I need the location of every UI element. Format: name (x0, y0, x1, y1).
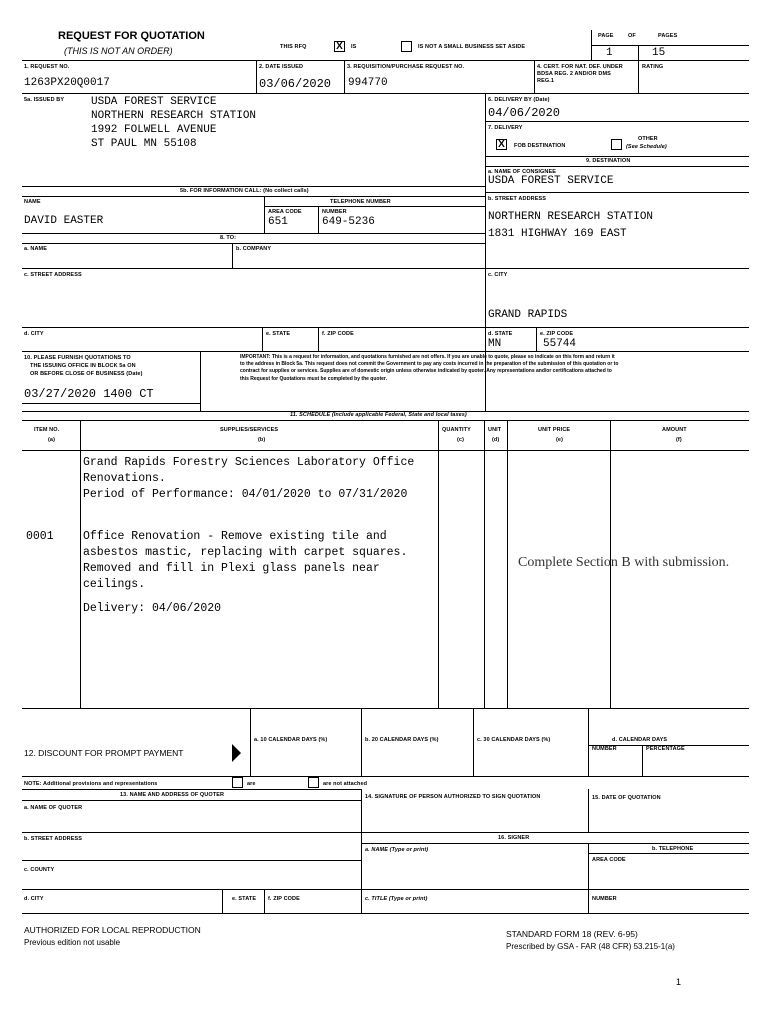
dest-city-label: c. CITY (488, 272, 508, 278)
discount-10-label: a. 10 CALENDAR DAYS (%) (254, 737, 328, 743)
col-price-header: UNIT PRICE (538, 427, 571, 433)
info-call-label (180, 189, 309, 195)
deliver-by-value[interactable]: 04/06/2020 (488, 106, 561, 120)
issued-by-line-1: USDA FOREST SERVICE (91, 96, 217, 108)
fob-destination-checkbox[interactable]: X (496, 139, 507, 150)
rating-label: RATING (642, 64, 664, 70)
issued-by-line-3: 1992 FOLWELL AVENUE (91, 124, 217, 136)
to-name-label: a. NAME (24, 246, 48, 252)
quoter-name-label: a. NAME OF QUOTER (24, 805, 83, 811)
request-no-value[interactable]: 1263PX20Q0017 (24, 77, 110, 89)
is-not-small-business-label: IS NOT A SMALL BUSINESS SET ASIDE (418, 44, 526, 50)
date-issued-value[interactable]: 03/06/2020 (259, 77, 332, 91)
page-label: PAGE (598, 33, 614, 39)
dest-zip-label: e. ZIP CODE (540, 331, 574, 337)
request-no-label: 1. REQUEST NO. (24, 64, 70, 70)
page-number: 1 (676, 977, 682, 987)
col-unit-sub: (d) (492, 437, 500, 443)
signer-title-label: c. TITLE (Type or print) (365, 896, 428, 902)
col-item-sub: (a) (48, 437, 56, 443)
signer-name-label: a. NAME (Type or print) (365, 847, 429, 853)
info-call-label-text: 5b. FOR INFORMATION CALL: (No collect calls) (180, 188, 309, 194)
telephone-label: TELEPHONE NUMBER (330, 199, 391, 205)
section-b-note: Complete Section B with submission. (518, 555, 730, 570)
to-company-label: b. COMPANY (236, 246, 272, 252)
quote-due-label-1: 10. PLEASE FURNISH QUOTATIONS TO (24, 355, 131, 361)
important-notice: IMPORTANT: This is a request for information, and quotations furnished are not offers. If you are unable to quote, please so indicate on this form and return it to the address in Block 5a. This request does not commit the Government to pay any costs incurred in the preparation of the submission of this quotation or to contract for supplies or services. Supplies are of domestic origin unless otherwise indicated by quoter. Any representations and/or certifications attached to this Request for Quotations must be completed by the quoter. (240, 354, 619, 382)
discount-number-label: NUMBER (592, 746, 617, 752)
quoter-county-label: c. COUNTY (24, 867, 55, 873)
col-amount-header: AMOUNT (662, 427, 687, 433)
delivery-label: 7. DELIVERY (488, 125, 523, 131)
are-label: are (247, 781, 256, 787)
consignee-value[interactable]: USDA FOREST SERVICE (488, 175, 614, 187)
signer-telephone-label: b. TELEPHONE (652, 846, 694, 852)
footer-left-2: Previous edition not usable (24, 938, 121, 947)
signer-number-label: NUMBER (592, 896, 617, 902)
to-label: 8. TO: (220, 235, 237, 241)
requisition-label: 3. REQUISITION/PURCHASE REQUEST NO. (347, 64, 465, 70)
issued-by-line-4: ST PAUL MN 55108 (91, 138, 197, 150)
signer-label: 16. SIGNER (498, 835, 530, 841)
dest-street-line-2[interactable]: 1831 HIGHWAY 169 EAST (488, 228, 627, 240)
quote-due-value[interactable]: 03/27/2020 1400 CT (24, 387, 154, 401)
quoter-city-label: d. CITY (24, 896, 44, 902)
destination-label: 9. DESTINATION (586, 158, 631, 164)
schedule-intro-line-3: Period of Performance: 04/01/2020 to 07/31/2020 (83, 488, 408, 501)
discount-percentage-label: PERCENTAGE (646, 746, 685, 752)
requisition-value[interactable]: 994770 (348, 77, 388, 89)
pages-value: 15 (652, 47, 666, 59)
dest-street-label: b. STREET ADDRESS (488, 196, 547, 202)
deliver-by-label: 6. DELIVERY BY (Date) (488, 97, 550, 103)
item-line-6: Delivery: 04/06/2020 (83, 602, 222, 615)
to-city-label: d. CITY (24, 331, 44, 337)
col-amount-sub: (f) (676, 437, 682, 443)
quote-due-label-3: OR BEFORE CLOSE OF BUSINESS (Date) (30, 371, 143, 377)
issued-by-line-2: NORTHERN RESEARCH STATION (91, 110, 257, 122)
footer-left-1: AUTHORIZED FOR LOCAL REPRODUCTION (24, 925, 201, 935)
dest-state-label: d. STATE (488, 331, 513, 337)
date-issued-label: 2. DATE ISSUED (259, 64, 304, 70)
footer-right-2: Prescribed by GSA - FAR (48 CFR) 53.215-1(a) (506, 942, 675, 951)
col-price-sub: (e) (556, 437, 564, 443)
quoter-state-label: e. STATE (232, 896, 257, 902)
discount-label: 12. DISCOUNT FOR PROMPT PAYMENT (24, 748, 184, 758)
item-line-3: Removed and fill in Plexi glass panels near (83, 562, 380, 575)
are-not-label: are not attached (323, 781, 368, 787)
number-label: NUMBER (322, 209, 347, 215)
issued-by-label: 5a. ISSUED BY (24, 97, 65, 103)
are-checkbox[interactable] (232, 777, 243, 788)
consignee-label: a. NAME OF CONSIGNEE (488, 169, 557, 175)
cert-label (537, 64, 627, 85)
form-title: REQUEST FOR QUOTATION (58, 30, 205, 42)
dest-street-line-1[interactable]: NORTHERN RESEARCH STATION (488, 211, 654, 223)
info-name-label: NAME (24, 199, 41, 205)
item-line-4: ceilings. (83, 578, 146, 591)
page-value: 1 (606, 47, 613, 59)
other-sub-label: (See Schedule) (626, 144, 667, 150)
quoter-street-label: b. STREET ADDRESS (24, 836, 83, 842)
col-supplies-sub: (b) (258, 437, 266, 443)
discount-30-label: c. 30 CALENDAR DAYS (%) (477, 737, 551, 743)
area-code-value[interactable]: 651 (268, 216, 288, 228)
signer-area-code-label: AREA CODE (592, 857, 626, 863)
to-street-label: c. STREET ADDRESS (24, 272, 82, 278)
to-state-label: e. STATE (266, 331, 291, 337)
dest-state-value[interactable]: MN (488, 338, 502, 350)
to-zip-label: f. ZIP CODE (322, 331, 354, 337)
is-checkbox[interactable]: X (334, 41, 345, 52)
dest-city-value[interactable]: GRAND RAPIDS (488, 309, 568, 321)
schedule-intro-line-1: Grand Rapids Forestry Sciences Laboratory Office (83, 456, 415, 469)
col-supplies-header: SUPPLIES/SERVICES (220, 427, 279, 433)
signature-label-text: 14. SIGNATURE OF PERSON AUTHORIZED TO SIGN QUOTATION (365, 794, 541, 800)
schedule-label: 11. SCHEDULE (Include applicable Federal, State and local taxes) (290, 412, 467, 418)
quote-date-label: 15. DATE OF QUOTATION (592, 795, 661, 801)
area-code-label: AREA CODE (268, 209, 302, 215)
info-name-value[interactable]: DAVID EASTER (24, 215, 104, 227)
item-line-2: asbestos mastic, replacing with carpet squares. (83, 546, 408, 559)
form-subtitle: (THIS IS NOT AN ORDER) (64, 46, 173, 56)
quoter-zip-label: f. ZIP CODE (268, 896, 300, 902)
col-qty-header: QUANTITY (442, 427, 471, 433)
are-not-checkbox[interactable] (308, 777, 319, 788)
of-label: OF (628, 33, 636, 39)
is-not-small-business-checkbox[interactable] (401, 41, 412, 52)
quoter-label: 13. NAME AND ADDRESS OF QUOTER (120, 792, 225, 798)
item-no-value: 0001 (26, 530, 54, 543)
footer-right-1: STANDARD FORM 18 (REV. 6-95) (506, 929, 638, 939)
discount-days-label: d. CALENDAR DAYS (612, 737, 668, 743)
cert-label-text: 4. CERT. FOR NAT. DEF. UNDER BDSA REG. 2 AND/OR DMS REG.1 (537, 64, 623, 84)
discount-arrow-icon (232, 744, 241, 762)
discount-20-label: b. 20 CALENDAR DAYS (%) (365, 737, 439, 743)
number-value[interactable]: 649-5236 (322, 216, 375, 228)
other-checkbox[interactable] (611, 139, 622, 150)
signature-label-1 (365, 794, 565, 801)
is-label: IS (351, 44, 357, 50)
pages-label: PAGES (658, 33, 678, 39)
note-label: NOTE: Additional provisions and representations (24, 781, 158, 787)
col-item-header: ITEM NO. (34, 427, 60, 433)
other-label: OTHER (638, 136, 658, 142)
quote-due-label-2: THE ISSUING OFFICE IN BLOCK 5a ON (30, 363, 136, 369)
this-rfq-label: THIS RFQ (280, 44, 307, 50)
fob-destination-label: FOB DESTINATION (514, 143, 566, 149)
item-line-1: Office Renovation - Remove existing tile and (83, 530, 387, 543)
dest-zip-value[interactable]: 55744 (543, 338, 577, 350)
col-unit-header: UNIT (488, 427, 502, 433)
schedule-intro-line-2: Renovations. (83, 472, 166, 485)
col-qty-sub: (c) (457, 437, 465, 443)
